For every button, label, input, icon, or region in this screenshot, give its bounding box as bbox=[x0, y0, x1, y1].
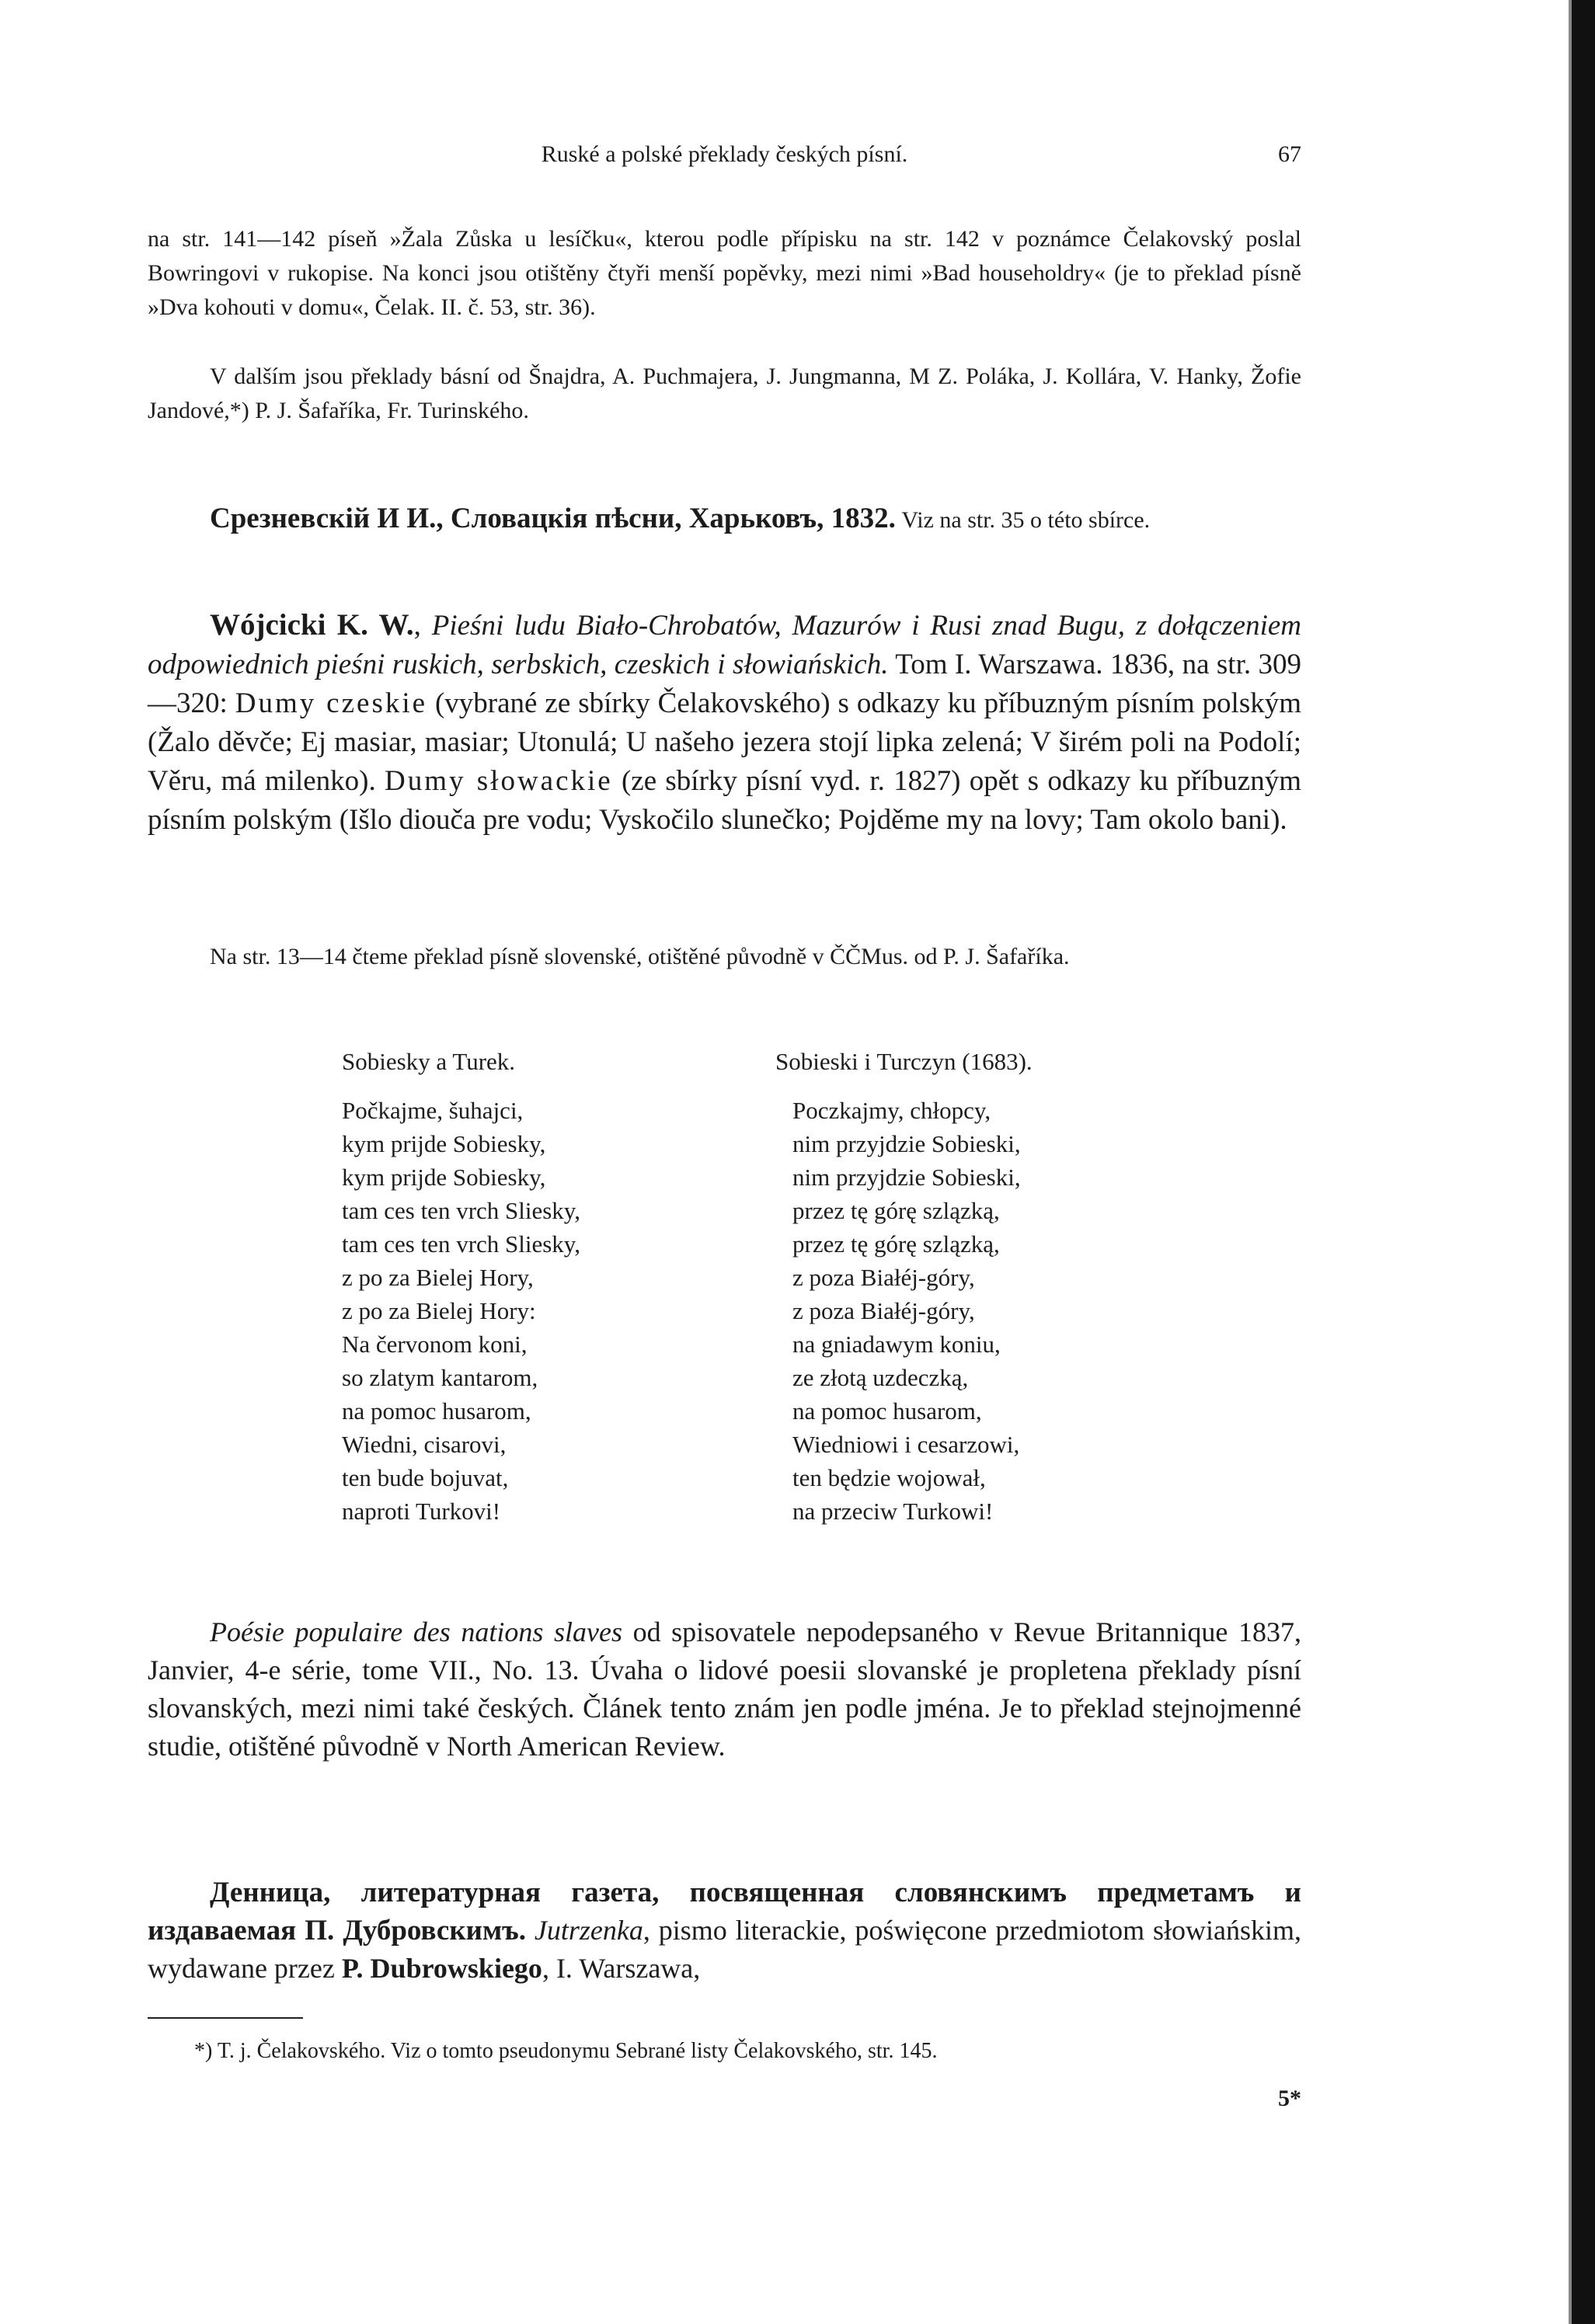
poem-line: Na červonom koni, bbox=[342, 1331, 528, 1358]
wojcicki-text-1: Tom I. Warszawa. 1836, na str. 309—320: bbox=[148, 649, 1301, 719]
poem-line: nim przyjdzie Sobieski, bbox=[792, 1130, 1021, 1157]
sreznevskij-note: Viz na str. 35 o této sbírce. bbox=[895, 507, 1151, 533]
poem-slovak bbox=[342, 1045, 580, 1528]
paragraph-translators: V dalším jsou překlady básní od Šnajdra, A. Puchmajera, J. Jungmanna, M Z. Poláka, J. Kollára, V. Hanky, Žofie Jandové,*) P. J. Šafaříka, Fr. Turinského. bbox=[148, 364, 1301, 423]
footnote: *) T. j. Čelakovského. Viz o tomto pseudonymu Sebrané listy Čelakovského, str. 145. bbox=[194, 2039, 938, 2063]
poem-line: na gniadawym koniu, bbox=[792, 1331, 1001, 1358]
sreznevskij-title: Срезневскій И И., Словацкія пѣсни, Харьковъ, 1832. bbox=[210, 503, 896, 534]
poem-slovak-title: Sobiesky a Turek. bbox=[342, 1048, 516, 1075]
poem-line: z poza Białéj-góry, bbox=[792, 1297, 975, 1324]
entry-sreznevskij bbox=[148, 502, 1301, 538]
entry-dennica bbox=[148, 1873, 1301, 1988]
poem-line: Wiedniowi i cesarzowi, bbox=[792, 1431, 1020, 1458]
paragraph-bowring: na str. 141—142 píseň »Žala Zůska u lesíčku«, kterou podle přípisku na str. 142 v poznámce Čelakovský poslal Bowringovi v rukopise. Na konci jsou otištěny čtyři menší popěvky, mezi nimi »Bad householdry« (je to překlad písně »Dva kohouti v domu«, Čelak. II. č. 53, str. 36). bbox=[148, 226, 1301, 320]
poem-line: nim przyjdzie Sobieski, bbox=[792, 1164, 1021, 1191]
entry-wojcicki bbox=[148, 606, 1301, 840]
page bbox=[148, 0, 1301, 2324]
dumy-czeskie: Dumy czeskie bbox=[235, 687, 428, 719]
poem-line: kym prijde Sobiesky, bbox=[342, 1164, 546, 1191]
page-number: 67 bbox=[1278, 141, 1301, 167]
entry-revue-britannique bbox=[148, 1613, 1301, 1766]
paragraph-safarik: Na str. 13—14 čteme překlad písně slovenské, otištěné původně v ČČMus. od P. J. Šafaříka. bbox=[210, 944, 1070, 969]
poem-line: tam ces ten vrch Sliesky, bbox=[342, 1230, 581, 1258]
revue-text: od spisovatele nepodepsaného v Revue Britannique 1837, Janvier, 4-e série, tome VII., No. 13. Úvaha o lidové poesii slovanské je propletena překlady písní slovanských, mezi nimi také českých. Článek tento znám jen podle jména. Je to překlad stejnojmenné studie, otištěné původně v North American Review. bbox=[148, 1616, 1301, 1762]
dennica-title: Денница, литературная газета, посвященная словянскимъ предметамъ и издаваемая П. Дубровскимъ. bbox=[148, 1877, 1301, 1947]
poem-polish bbox=[775, 1045, 1033, 1528]
wojcicki-text-2: (vybrané ze sbírky Čelakovského) s odkazy ku příbuzným písním polským (Žalo děvče; Ej masiar, masiar; Utonulá; U našeho jezera stojí lipka zelená; V širém poli na Podolí; Věru, má milenko). bbox=[148, 687, 1301, 797]
page-edge bbox=[1572, 0, 1595, 2324]
dumy-slowackie: Dumy słowackie bbox=[385, 765, 613, 797]
poem-line: tam ces ten vrch Sliesky, bbox=[342, 1197, 581, 1224]
jutrzenka-text-2: , I. Warszawa, bbox=[542, 1953, 701, 1984]
poem-line: z po za Bielej Hory, bbox=[342, 1264, 534, 1291]
poem-polish-verse bbox=[792, 1094, 1033, 1528]
poem-line: przez tę górę szlązką, bbox=[792, 1197, 1000, 1224]
poem-line: ten będzie wojował, bbox=[792, 1464, 986, 1491]
signature-mark: 5* bbox=[1278, 2086, 1301, 2111]
jutrzenka-text-1: , pismo literackie, poświęcone przedmiotom słowiańskim, wydawane przez bbox=[148, 1915, 1302, 1984]
poem-line: naproti Turkovi! bbox=[342, 1498, 501, 1525]
jutrzenka-title: Jutrzenka bbox=[534, 1915, 643, 1946]
poem-line: ze złotą uzdeczką, bbox=[792, 1364, 969, 1391]
poesie-populaire-title: Poésie populaire des nations slaves bbox=[210, 1616, 622, 1647]
wojcicki-author: Wójcicki K. W. bbox=[210, 608, 414, 642]
wojcicki-title: Pieśni ludu Biało-Chrobatów, Mazurów i Rusi znad Bugu, z dołączeniem odpowiednich pieśni ruskich, serbskich, czeskich i słowiańskich. bbox=[148, 610, 1301, 680]
running-title: Ruské a polské překlady českých písní. bbox=[541, 141, 908, 167]
poem-polish-title: Sobieski i Turczyn (1683). bbox=[775, 1048, 1033, 1075]
poem-line: ten bude bojuvat, bbox=[342, 1464, 509, 1491]
poem-line: Počkajme, šuhajci, bbox=[342, 1097, 524, 1124]
poem-line: so zlatym kantarom, bbox=[342, 1364, 538, 1391]
running-head bbox=[148, 141, 1301, 172]
poem-line: Poczkajmy, chłopcy, bbox=[792, 1097, 991, 1124]
poem-line: z poza Białéj-góry, bbox=[792, 1264, 975, 1291]
poem-slovak-verse bbox=[342, 1094, 580, 1528]
poem-line: przez tę górę szlązką, bbox=[792, 1230, 1000, 1258]
poem-line: Wiedni, cisarovi, bbox=[342, 1431, 507, 1458]
poem-line: kym prijde Sobiesky, bbox=[342, 1130, 546, 1157]
dubrowski-name: P. Dubrowskiego bbox=[341, 1953, 542, 1984]
footnote-rule bbox=[148, 2017, 303, 2019]
poem-line: z po za Bielej Hory: bbox=[342, 1297, 536, 1324]
poem-line: na przeciw Turkowi! bbox=[792, 1498, 994, 1525]
poem-line: na pomoc husarom, bbox=[342, 1397, 531, 1425]
wojcicki-separator: , bbox=[413, 610, 432, 642]
wojcicki-text-3: (ze sbírky písní vyd. r. 1827) opět s odkazy ku příbuzným písním polským (Išlo diouča pre vodu; Vyskočilo slunečko; Pojděme my na lovy; Tam okolo bani). bbox=[148, 765, 1301, 836]
poem-line: na pomoc husarom, bbox=[792, 1397, 982, 1425]
